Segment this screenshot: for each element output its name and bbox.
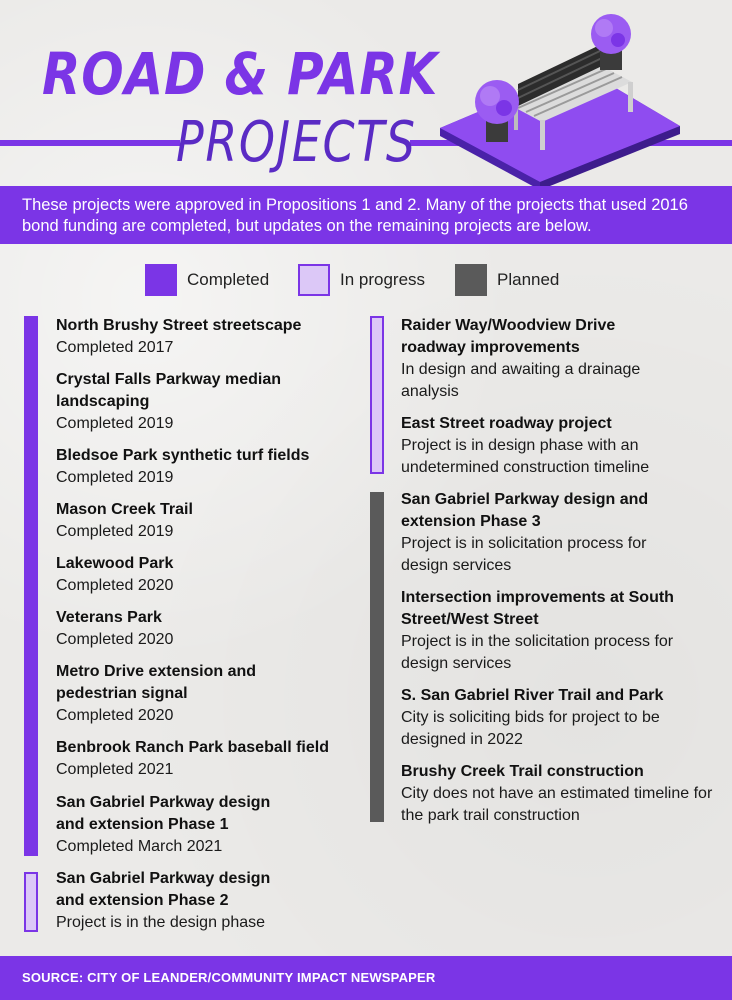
source-credit: SOURCE: CITY OF LEANDER/COMMUNITY IMPACT NEWSPAPER [22, 970, 436, 985]
legend-in-progress-label: In progress [340, 270, 426, 289]
completed-bar-left [24, 316, 38, 856]
project-name: S. San Gabriel River Trail and Park [401, 687, 664, 704]
project-status: Completed 2020 [56, 577, 174, 594]
project-name: Brushy Creek Trail construction [401, 763, 644, 780]
project-status: Project is in design phase with an undetermined construction timeline [401, 437, 650, 476]
legend-planned-label: Planned [497, 270, 560, 289]
project-status: Completed 2019 [56, 523, 174, 540]
project-status: Completed 2019 [56, 469, 174, 486]
project-status: In design and awaiting a drainage analysis [401, 361, 641, 400]
project-name: North Brushy Street streetscape [56, 317, 302, 334]
legend [0, 264, 732, 296]
project-status: Completed 2020 [56, 631, 174, 648]
in-progress-bar-right [370, 316, 384, 474]
project-item [401, 587, 691, 675]
project-item [56, 792, 296, 858]
project-status: Completed 2019 [56, 415, 174, 432]
project-status: Completed 2021 [56, 761, 174, 778]
project-name: Raider Way/Woodview Drive roadway improvements [401, 317, 616, 356]
title-projects: PROJECTS [176, 110, 417, 175]
project-item [56, 661, 296, 727]
legend-completed-swatch [145, 264, 177, 296]
project-status: City is soliciting bids for project to be designed in 2022 [401, 709, 660, 748]
legend-in-progress-swatch [298, 264, 330, 296]
in-progress-bar-left [24, 872, 38, 932]
project-status: Project is in solicitation process for design services [401, 535, 647, 574]
project-item [401, 685, 711, 751]
project-name: Metro Drive extension and pedestrian signal [56, 663, 257, 702]
title-road-and-park: ROAD & PARK [42, 40, 439, 108]
project-item [401, 413, 701, 479]
project-name: Intersection improvements at South Street/West Street [401, 589, 674, 628]
project-status: Project is in the design phase [56, 914, 266, 931]
project-name: Crystal Falls Parkway median landscaping [56, 371, 281, 410]
title-rule-left [0, 140, 180, 146]
park-bench-illustration [432, 8, 684, 194]
project-item [401, 489, 661, 577]
project-name: East Street roadway project [401, 415, 612, 432]
project-name: San Gabriel Parkway design and extension Phase 2 [56, 870, 271, 909]
project-status: Completed 2017 [56, 339, 174, 356]
project-name: San Gabriel Parkway design and extension Phase 1 [56, 794, 271, 833]
project-item [56, 499, 356, 543]
project-name: Veterans Park [56, 609, 162, 626]
project-item [401, 761, 716, 827]
project-item [56, 315, 356, 359]
project-item [56, 369, 316, 435]
project-status: Project is in the solicitation process for design services [401, 633, 674, 672]
project-status: Completed 2020 [56, 707, 174, 724]
project-name: Lakewood Park [56, 555, 174, 572]
project-item [401, 315, 661, 403]
project-item [56, 607, 356, 651]
project-item [56, 868, 296, 934]
project-status: City does not have an estimated timeline for the park trail construction [401, 785, 713, 824]
project-name: Mason Creek Trail [56, 501, 193, 518]
project-item [56, 445, 356, 489]
project-name: Bledsoe Park synthetic turf fields [56, 447, 310, 464]
planned-bar-right [370, 492, 384, 822]
project-item [56, 737, 366, 781]
project-name: San Gabriel Parkway design and extension Phase 3 [401, 491, 649, 530]
legend-planned-swatch [455, 264, 487, 296]
intro-text: These projects were approved in Propositions 1 and 2. Many of the projects that used 2016 bond funding are completed, but updates on the remaining projects are below. [22, 196, 688, 235]
project-name: Benbrook Ranch Park baseball field [56, 739, 329, 756]
legend-completed-label: Completed [187, 270, 270, 289]
project-status: Completed March 2021 [56, 838, 223, 855]
project-item [56, 553, 356, 597]
